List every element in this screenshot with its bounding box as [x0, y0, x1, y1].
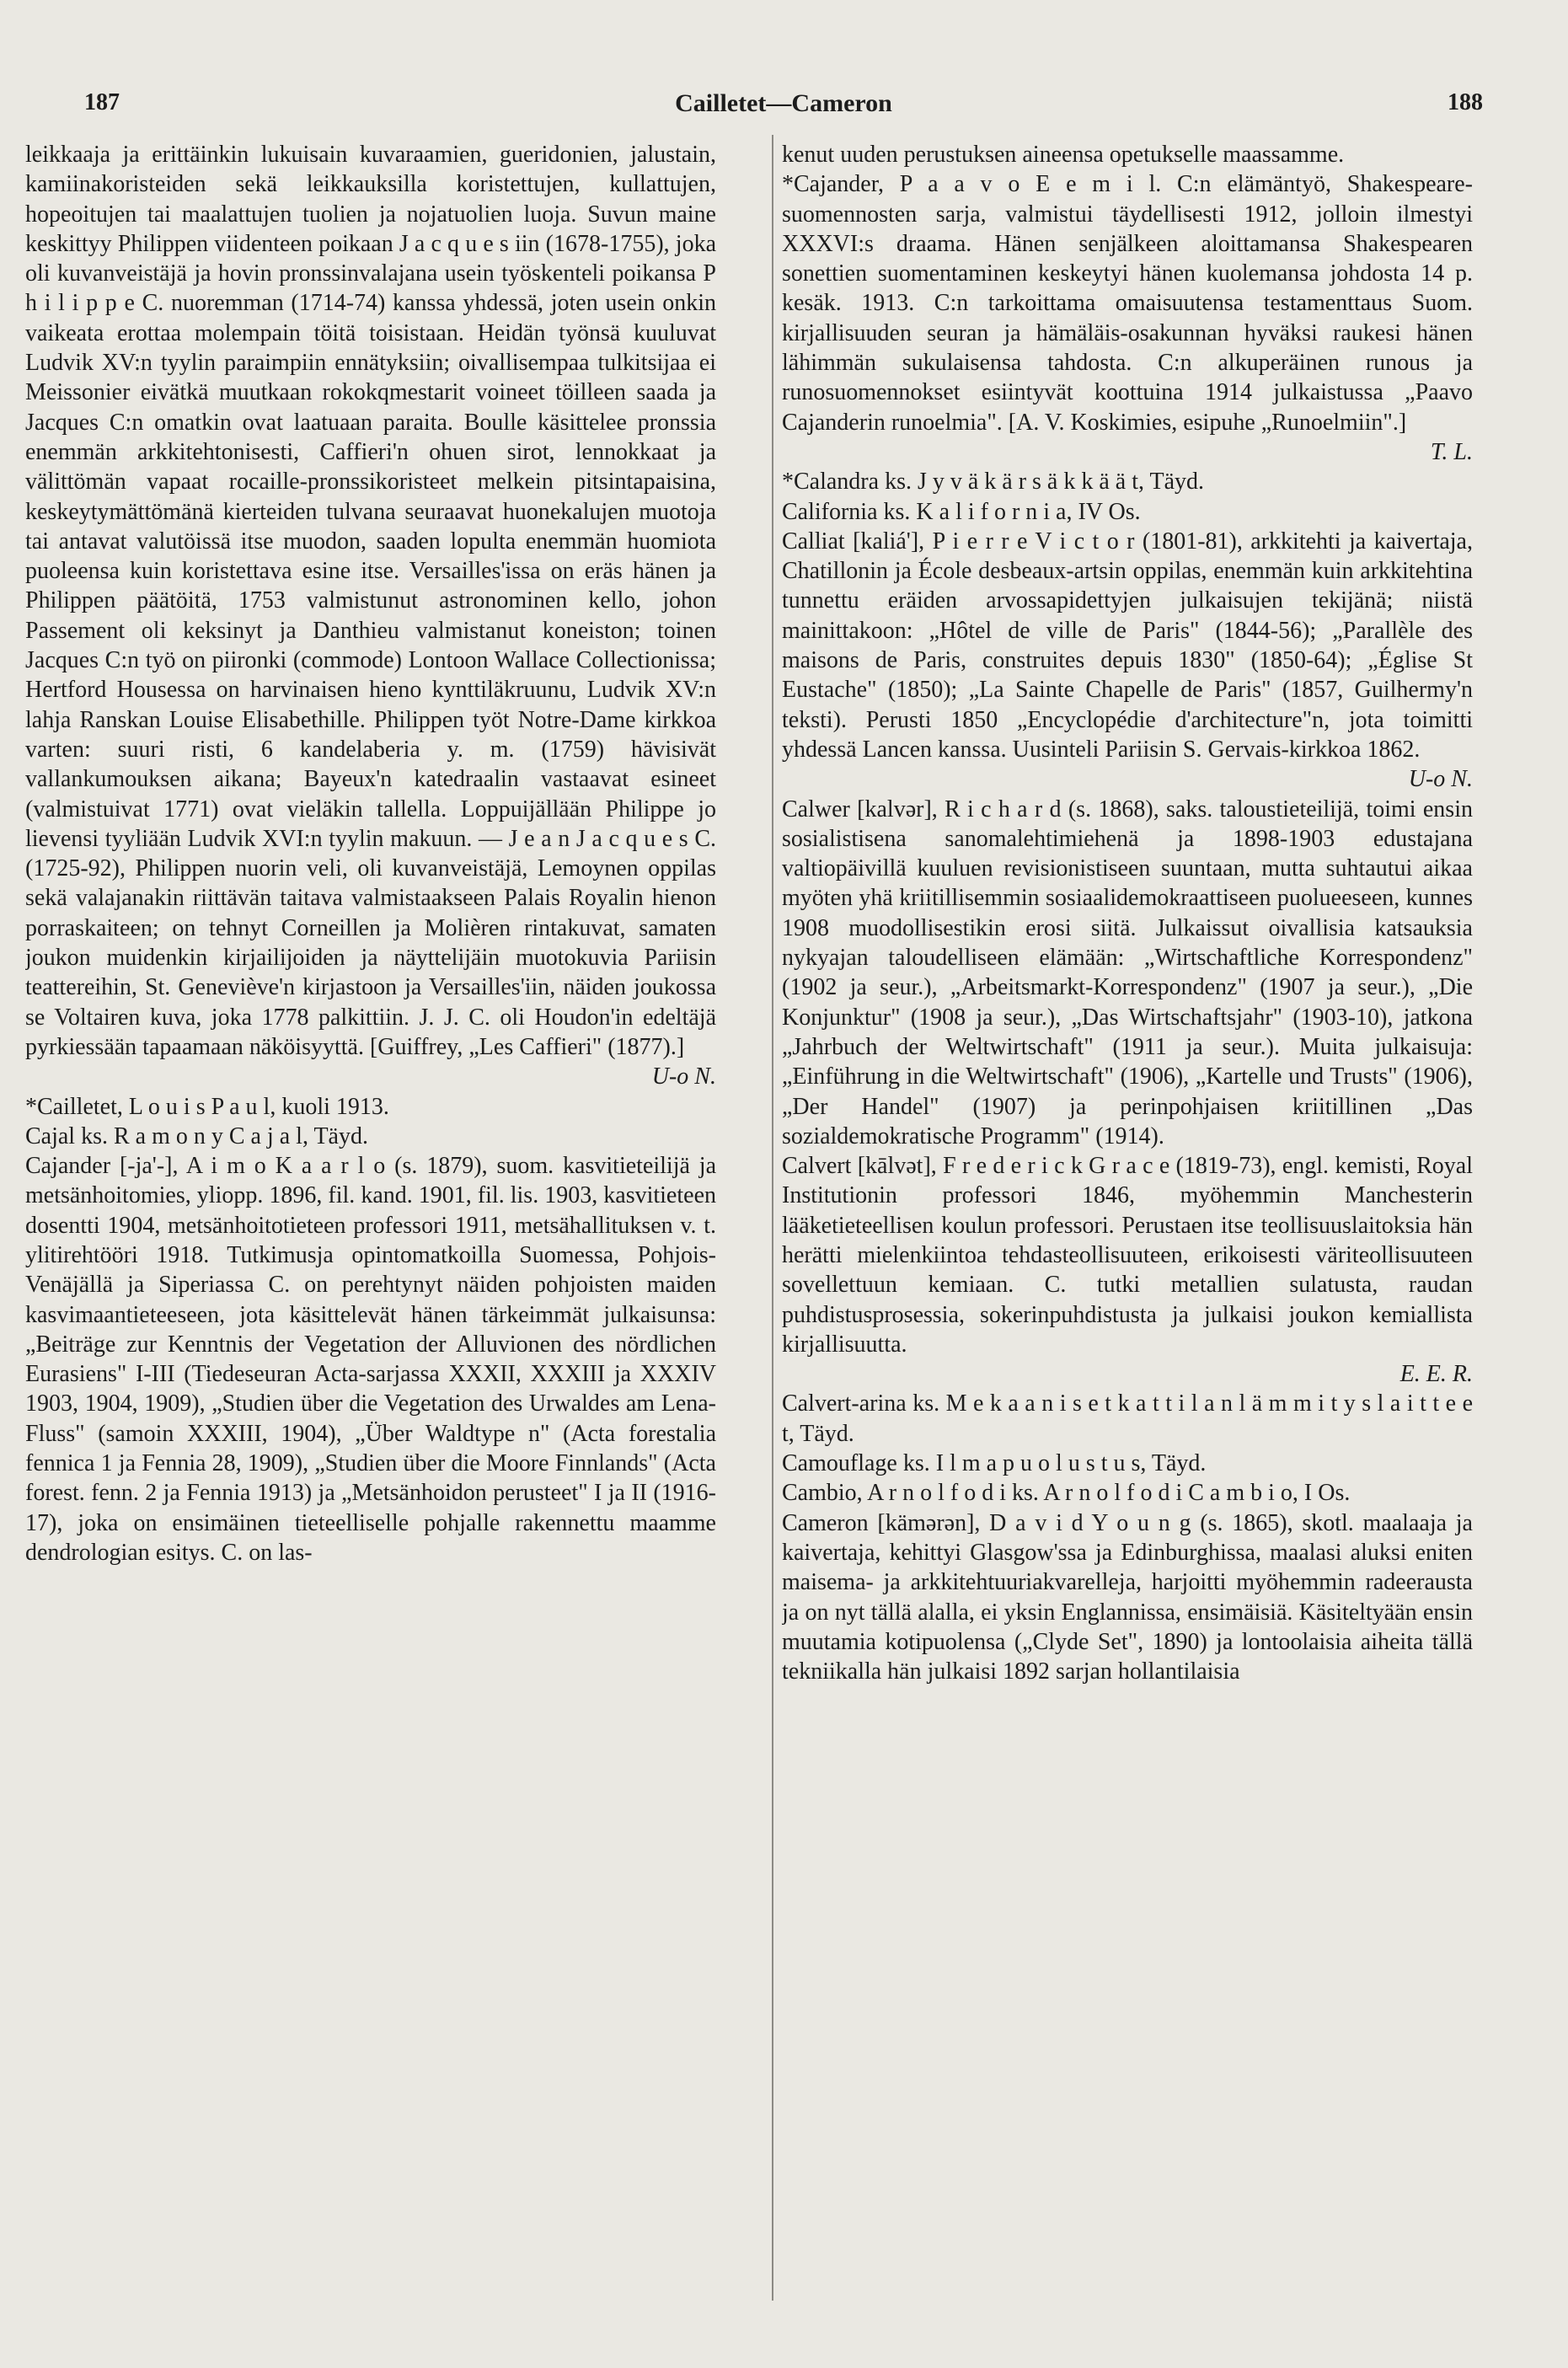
page-number-right: 188 [1448, 89, 1483, 115]
right-column [782, 140, 1473, 2331]
page-number-left: 187 [84, 89, 120, 115]
running-title: Cailletet—Cameron [675, 89, 892, 117]
entry-camouflage: Camouflage ks. I l m a p u o l u s t u s, Täyd. [782, 1450, 1207, 1477]
entry-cajander-aimo: Cajander [-ja'-], A i m o K a a r l o (s. 1879), suom. kasvitieteilijä ja metsänhoitomies, yliopp. 1896, fil. kand. 1901, fil. lis. 1903, kasvitieteen dosentti 1904, metsänhoitotieteen professori 1911, metsähallituksen v. t. ylitirehtööri 1918. Tutkimusja opintomatkoilla Suomessa, Pohjois-Venäjällä ja Siperiassa C. on perehtynyt näiden pohjoisten maiden kasvimaantieteeseen, jota käsittelevät hänen tärkeimmät julkaisunsa: „Beiträge zur Kenntnis der Vegetation der Alluvionen des nördlichen Eurasiens" I-III (Tiedeseuran Acta-sarjassa XXXII, XXXIII ja XXXIV 1903, 1904, 1909), „Studien über die Vegetation des Urwaldes am Lena-Fluss" (samoin XXXIII, 1904), „Über Waldtype n" (Acta forestalia fennica 1 ja Fennia 28, 1909), „Studien über die Moore Finnlands" (Acta forest. fenn. 2 ja Fennia 1913) ja „Metsänhoidon perusteet" I ja II (1916-17), joka on ensimäinen tieteelliselle pohjalle rakennettu maamme dendrologian esitys. C. on las- [25, 1153, 716, 1566]
entry-cajander-aimo-cont: kenut uuden perustuksen aineensa opetukselle maassamme. [782, 142, 1345, 168]
entry-calwer: Calwer [kalvər], R i c h a r d (s. 1868), saks. taloustieteilijä, toimi ensin sosialistisena sanomalehtimiehenä ja 1898-1903 edustajana valtiopäivillä kuuluen revisionistiseen suuntaan, mutta suhtautui aikaa myöten yhä kriitillisemmin sosiaalidemokraattiseen puolueeseen, kunnes 1908 muodollisestikin erosi siitä. Julkaissut oivallisia katsauksia nykyajan taloudelliseen elämään: „Wirtschaftliche Korrespondenz" (1902 ja seur.), „Arbeitsmarkt-Korrespondenz" (1907 ja seur.), „Die Konjunktur" (1908 ja seur.), „Das Wirtschaftsjahr" (1903-10), jatkona „Jahrbuch der Weltwirtschaft" (1911 ja seur.). Muita julkaisuja: „Einführung in die Weltwirtschaft" (1906), „Kartelle und Trusts" (1906), „Der Handel" (1907) ja perinpohjaisen kriitillinen „Das sozialdemokratische Programm" (1914). [782, 796, 1473, 1149]
entry-calliat: Calliat [kaliá'], P i e r r e V i c t o r (1801-81), arkkitehti ja kaivertaja, Chatillonin ja École desbeaux-artsin oppilas, enemmän kuin arkkitehtina tunnettu eräiden arvossapidettyjen julkaisujen tekijänä; niistä mainittakoon: „Hôtel de ville de Paris" (1844-56); „Parallèle des maisons de Paris, construites depuis 1830" (1850-64); „Église St Eustache" (1850); „La Sainte Chapelle de Paris" (1857, Guilhermy'n teksti). Perusti 1850 „Encyclopédie d'architecture"n, jota toimitti yhdessä Lancen kanssa. Uusinteli Pariisin S. Gervais-kirkkoa 1862. [782, 528, 1473, 763]
entry-cajal: Cajal ks. R a m o n y C a j a l, Täyd. [25, 1122, 368, 1149]
entry-cailletet: *Cailletet, L o u i s P a u l, kuoli 1913. [25, 1093, 389, 1120]
page-header [84, 89, 1483, 123]
entry-cameron: Cameron [kämərən], D a v i d Y o u n g (s. 1865), skotl. maalaaja ja kaivertaja, kehittyi Glasgow'ssa ja Edinburghissa, maalasi aluksi eniten maisema- ja arkkitehtuuriakvarelleja, harjoitti myöhemmin radeerausta ja on nyt tällä alalla, ei yksin Englannissa, ensimäisiä. Käsiteltyään ensin muutamia kotipuolensa („Clyde Set", 1890) ja lontoolaisia aiheita tällä tekniikalla hän julkaisi 1892 sarjan hollantilaisia [782, 1509, 1473, 1685]
entry-calvert-arina: Calvert-arina ks. M e k a a n i s e t k a t t i l a n l ä m m i t y s l a i t t e e t, Täyd. [782, 1390, 1473, 1447]
entry-cajander-paavo-signature: T. L. [1430, 438, 1473, 465]
entry-caffieri-signature: U-o N. [651, 1063, 716, 1090]
left-column [25, 140, 716, 2331]
entry-caffieri-text: leikkaaja ja erittäinkin lukuisain kuvaraamien, gueridonien, jalustain, kamiinakoristeiden sekä leikkauksilla koristettujen, kullattujen, hopeoitujen tai maalattujen tuolien ja nojatuolien luoja. Suvun maine keskittyy Philippen viidenteen poikaan J a c q u e s iin (1678-1755), joka oli kuvanveistäjä ja hovin pronssinvalajana usein työskenteli poikansa P h i l i p p e C. nuoremman (1714-74) kanssa yhdessä, joten usein onkin vaikeata erottaa molempain töitä toisistaan. Heidän työnsä kuuluvat Ludvik XV:n tyylin paraimpiin ennätyksiin; oivallisempaa tulkitsijaa ei Meissonier eivätkä muutkaan rokokqmestarit voineet töilleen saada ja Jacques C:n omatkin ovat laatuaan paraita. Boulle käsittelee pronssia enemmän arkkitehtonisesti, Caffieri'n ohuen sirot, lennokkaat ja välittömän vapaat rocaille-pronssikoristeet melkein pitsintapaisina, keskeytymättömänä kierteiden tulvana seuraavat huonekalujen muotoja tai antavat valutöissä itse muodon, saaden lopulta enemmän huomiota puoleensa kuin koristettava esine itse. Versailles'issa on eräs hänen ja Philippen päätöitä, 1753 valmistunut astronominen kello, johon Passement oli keksinyt ja Danthieu valmistanut koneiston; toinen Jacques C:n työ on piironki (commode) Lontoon Wallace Collectionissa; Hertford Housessa on harvinaisen hieno kynttiläkruunu, Ludvik XV:n lahja Ranskan Louise Elisabethille. Philippen työt Notre-Dame kirkkoa varten: suuri risti, 6 kandelaberia y. m. (1759) hävisivät vallankumouksen aikana; Bayeux'n katedraalin vastaavat esineet (valmistuivat 1771) ovat vieläkin tallella. Loppuijällään Philippe jo lievensi tyyliään Ludvik XVI:n tyylin makuun. — J e a n J a c q u e s C. (1725-92), Philippen nuorin veli, oli kuvanveistäjä, Lemoynen oppilas sekä valajanakin riittävän taitava valmistaakseen Palais Royalin hienon porraskaiteen; on tehnyt Corneillen ja Molièren rintakuvat, samaten joukon muidenkin kirjailijoiden ja näyttelijäin muotokuvia Pariisin teattereihin, St. Geneviève'n kirjastoon ja Versailles'iin, näiden joukossa se Voltairen kuva, joka 1778 palkittiin. J. J. C. oli Houdon'in edeltäjä pyrkiessään tapaamaan näköisyyttä. [Guiffrey, „Les Caffieri" (1877).] [25, 142, 716, 1060]
entry-calliat-signature: U-o N. [1408, 766, 1473, 793]
entry-california: California ks. K a l i f o r n i a, IV Os. [782, 498, 1141, 525]
entry-calandra: *Calandra ks. J y v ä k ä r s ä k k ä ä t, Täyd. [782, 469, 1205, 496]
entry-calvert-signature: E. E. R. [1399, 1361, 1473, 1388]
column-divider [772, 135, 773, 2301]
entry-cambio: Cambio, A r n o l f o d i ks. A r n o l f o d i C a m b i o, I Os. [782, 1480, 1351, 1507]
entry-cajander-paavo: *Cajander, P a a v o E e m i l. C:n elämäntyö, Shakespeare-suomennosten sarja, valmistui täydellisesti 1912, jolloin ilmestyi XXXVI:s draama. Hänen senjälkeen aloittamansa Shakespearen sonettien suomentaminen keskeytyi hänen kuolemansa johdosta 14 p. kesäk. 1913. C:n tarkoittama omaisuutensa testamenttaus Suom. kirjallisuuden seuran ja hämäläis-osakunnan hyväksi raukesi hänen lähimmän sukulaisensa tahdosta. C:n alkuperäinen runous ja runosuomennokset esiintyvät koottuina 1914 julkaistussa „Paavo Cajanderin runoelmia". [A. V. Koskimies, esipuhe „Runoelmiin".] [782, 171, 1473, 436]
entry-calvert: Calvert [kālvət], F r e d e r i c k G r a c e (1819-73), engl. kemisti, Royal Institutionin professori 1846, myöhemmin Manchesterin lääketieteellisen koulun professori. Perustaen itse teollisuuslaitoksia hän herätti mielenkiintoa tehdasteollisuuteen, erikoisesti väriteollisuuteen sovellettuun kemiaan. C. tutki metallien sulatusta, raudan puhdistusprosessia, sokerinpuhdistusta ja julkaisi joukon kemiallista kirjallisuutta. [782, 1153, 1473, 1358]
